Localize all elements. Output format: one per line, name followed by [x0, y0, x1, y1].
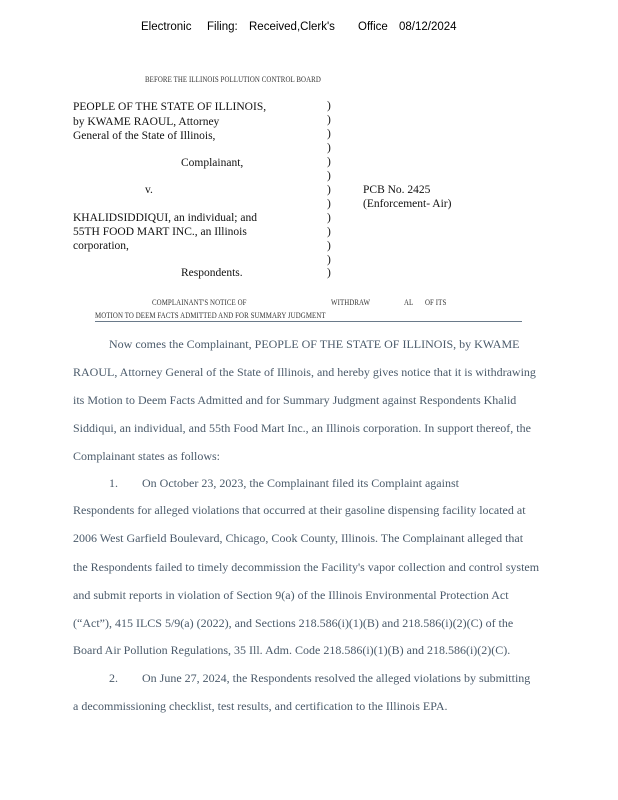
body-line-9: the Respondents failed to timely decommission the Facility's vapor collection and control system — [73, 560, 540, 574]
caption-paren: ) — [327, 114, 331, 126]
filing-electronic: Electronic — [141, 21, 192, 33]
caption-paren: ) — [327, 142, 331, 154]
filing-received: Received,Clerk's — [249, 21, 335, 33]
body-line-2: RAOUL, Attorney General of the State of Illinois, and hereby gives notice that it is withdrawing — [73, 365, 536, 379]
body-line-10: and submit reports in violation of Section 9(a) of the Illinois Environmental Protection Act — [73, 588, 509, 602]
body-line-4: Siddiqui, an individual, and 55th Food Mart Inc., an Illinois corporation. In support thereof, the — [73, 421, 531, 435]
caption-plaintiff-line-3: General of the State of Illinois, — [73, 130, 216, 142]
caption-respondents: Respondents. — [181, 267, 243, 279]
caption-paren: ) — [327, 254, 331, 266]
body-line-14: a decommissioning checklist, test results, and certification to the Illinois EPA. — [73, 699, 448, 713]
title-line-1-d: OF ITS — [425, 298, 447, 307]
body-line-13: 2. On June 27, 2024, the Respondents resolved the alleged violations by submitting — [109, 671, 531, 685]
title-line-2: MOTION TO DEEM FACTS ADMITTED AND FOR SUMMARY JUDGMENT — [95, 311, 326, 320]
title-line-1-b: WITHDRAW — [331, 298, 371, 307]
caption-paren: ) — [327, 240, 331, 252]
title-underline — [95, 321, 522, 322]
caption-paren: ) — [327, 128, 331, 140]
caption-paren: ) — [327, 226, 331, 238]
caption-defendant-line-1: KHALIDSIDDIQUI, an individual; and — [73, 212, 257, 224]
body-line-6: 1. On October 23, 2023, the Complainant filed its Complaint against — [109, 476, 459, 490]
caption-plaintiff-line-1: PEOPLE OF THE STATE OF ILLINOIS, — [73, 101, 267, 113]
filing-date: 08/12/2024 — [399, 21, 457, 33]
body-line-7: Respondents for alleged violations that occurred at their gasoline dispensing facility located at — [73, 503, 526, 517]
caption-paren: ) — [327, 170, 331, 182]
caption-defendant-line-3: corporation, — [73, 240, 129, 252]
caption-paren: ) — [327, 198, 331, 210]
caption-complainant: Complainant, — [181, 157, 244, 169]
title-line-1-a: COMPLAINANT'S NOTICE OF — [152, 298, 247, 307]
caption-defendant-line-2: 55TH FOOD MART INC., an Illinois — [73, 226, 247, 238]
caption-paren: ) — [327, 156, 331, 168]
body-line-5: Complainant states as follows: — [73, 449, 220, 463]
title-line-1-c: AL — [404, 298, 414, 307]
filing-label: Filing: — [207, 21, 238, 33]
body-line-12: Board Air Pollution Regulations, 35 Ill. Adm. Code 218.586(i)(1)(B) and 218.586(i)(2)(C). — [73, 643, 511, 657]
caption-versus: v. — [145, 184, 153, 196]
caption-plaintiff-line-2: by KWAME RAOUL, Attorney — [73, 116, 220, 128]
case-number: PCB No. 2425 — [363, 184, 431, 196]
body-line-11: (“Act”), 415 ILCS 5/9(a) (2022), and Sections 218.586(i)(1)(B) and 218.586(i)(2)(C) of the — [73, 616, 514, 630]
body-line-3: its Motion to Deem Facts Admitted and for Summary Judgment against Respondents Khalid — [73, 393, 517, 407]
body-line-8: 2006 West Garfield Boulevard, Chicago, Cook County, Illinois. The Complainant alleged that — [73, 531, 524, 545]
body-line-1: Now comes the Complainant, PEOPLE OF THE STATE OF ILLINOIS, by KWAME — [109, 337, 520, 351]
court-heading: BEFORE THE ILLINOIS POLLUTION CONTROL BOARD — [145, 75, 321, 84]
filing-office: Office — [358, 21, 388, 33]
caption-paren: ) — [327, 184, 331, 196]
caption-paren: ) — [327, 212, 331, 224]
caption-paren: ) — [327, 100, 331, 112]
caption-paren: ) — [327, 267, 331, 279]
case-type: (Enforcement- Air) — [363, 198, 452, 210]
